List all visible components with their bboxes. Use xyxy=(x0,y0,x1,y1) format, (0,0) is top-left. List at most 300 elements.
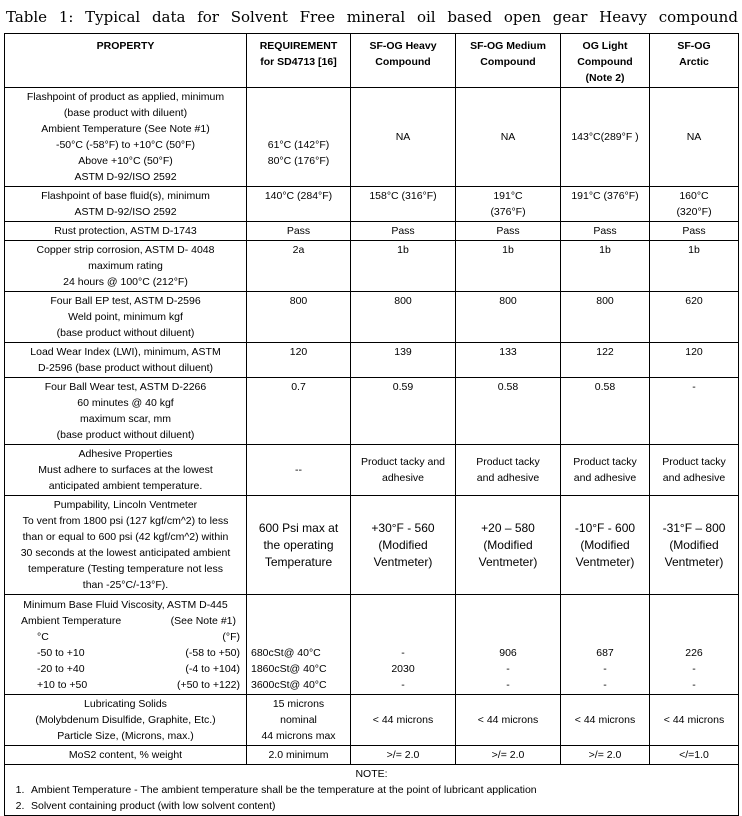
cell-line: Particle Size, (Microns, max.) xyxy=(57,730,194,742)
cell-line: 1860cSt@ 40°C xyxy=(251,662,327,675)
cell-line: - xyxy=(603,678,607,691)
title-word: Typical xyxy=(85,8,141,26)
value-cell xyxy=(650,746,739,765)
cell-line xyxy=(565,258,645,274)
value-cell xyxy=(456,88,561,187)
category-celsius: -20 to +40 xyxy=(37,662,85,675)
cell-line: Pass xyxy=(496,225,520,237)
category-fahrenheit: (°F) xyxy=(222,630,240,643)
cell-line: 800 xyxy=(394,295,412,307)
cell-line: 44 microns max xyxy=(261,730,336,742)
table-row xyxy=(5,187,739,222)
value-cell xyxy=(247,292,351,343)
value-cell xyxy=(247,595,351,695)
cell-line xyxy=(654,395,734,411)
cell-line: ASTM D-92/ISO 2592 xyxy=(74,171,177,183)
cell-line: >/= 2.0 xyxy=(386,749,420,761)
cell-line: Product tacky xyxy=(573,456,637,468)
cell-line: >/= 2.0 xyxy=(491,749,525,761)
cell-line xyxy=(565,613,645,629)
value-cell xyxy=(456,378,561,445)
cell-line: +30°F - 560 xyxy=(371,520,435,535)
value-cell xyxy=(561,292,650,343)
table-row xyxy=(5,496,739,595)
category-pair xyxy=(9,677,242,693)
cell-line: Pass xyxy=(286,225,311,237)
cell-line xyxy=(460,360,556,376)
cell-line: (Modified xyxy=(580,537,630,552)
cell-line xyxy=(654,629,734,645)
title-word: compound xyxy=(658,8,738,26)
value-cell xyxy=(351,695,456,746)
header-column xyxy=(247,34,351,88)
header-column xyxy=(456,34,561,88)
cell-line: 906 xyxy=(499,646,517,659)
value-cell xyxy=(247,343,351,378)
property-cell xyxy=(5,292,247,343)
cell-line: Compound xyxy=(480,56,536,68)
cell-line: 800 xyxy=(289,295,308,307)
category-celsius: +10 to +50 xyxy=(37,678,88,691)
cell-line xyxy=(251,309,346,325)
cell-line: 158°C (316°F) xyxy=(369,190,437,202)
cell-line: 61°C (142°F) xyxy=(267,139,330,151)
header-column xyxy=(561,34,650,88)
table-row xyxy=(5,695,739,746)
cell-line: 2.0 minimum xyxy=(268,749,329,761)
value-cell xyxy=(561,445,650,496)
cell-line xyxy=(654,427,734,443)
cell-line: < 44 microns xyxy=(372,714,434,726)
cell-line: SF-OG xyxy=(677,40,711,52)
cell-line xyxy=(251,258,346,274)
value-cell xyxy=(247,695,351,746)
value-cell xyxy=(650,343,739,378)
cell-line xyxy=(251,613,346,629)
title-word: mineral xyxy=(346,8,406,26)
cell-line: Pumpability, Lincoln Ventmeter xyxy=(53,499,198,511)
cell-line: 60 minutes @ 40 kgf xyxy=(77,397,174,409)
cell-line xyxy=(565,204,645,220)
cell-line: 3600cSt@ 40°C xyxy=(251,678,327,691)
cell-line: 620 xyxy=(685,295,703,307)
cell-line: (Modified xyxy=(483,537,533,552)
cell-line: the operating xyxy=(263,537,334,552)
cell-line: 120 xyxy=(289,346,308,358)
cell-line: Above +10°C (50°F) xyxy=(78,155,173,167)
cell-line xyxy=(355,613,451,629)
title-word: Solvent xyxy=(230,8,288,26)
title-word: Heavy xyxy=(599,8,647,26)
cell-line xyxy=(654,258,734,274)
note-text: Ambient Temperature - The ambient temperature shall be the temperature at the point of lubricant application xyxy=(31,784,537,796)
value-cell xyxy=(351,187,456,222)
table-row xyxy=(5,292,739,343)
cell-line: 191°C (376°F) xyxy=(571,190,639,202)
cell-line xyxy=(460,325,556,341)
cell-line: Rust protection, ASTM D-1743 xyxy=(54,225,197,237)
table-row xyxy=(5,222,739,241)
cell-line: SF-OG Heavy xyxy=(369,40,437,52)
category-fahrenheit: (+50 to +122) xyxy=(176,678,240,691)
cell-line: Adhesive Properties xyxy=(78,448,173,460)
cell-line xyxy=(460,629,556,645)
table-row xyxy=(5,241,739,292)
value-cell xyxy=(247,88,351,187)
cell-line: 191°C xyxy=(493,190,523,202)
value-cell xyxy=(456,746,561,765)
cell-line: Temperature xyxy=(264,554,333,569)
note-number: 2. xyxy=(15,800,25,812)
value-cell xyxy=(650,88,739,187)
value-cell xyxy=(351,343,456,378)
cell-line: and adhesive xyxy=(573,472,637,484)
cell-line xyxy=(355,395,451,411)
cell-line: temperature (Testing temperature not less xyxy=(28,563,223,575)
cell-line: </=1.0 xyxy=(679,749,709,761)
cell-line xyxy=(251,629,346,645)
cell-line: 1b xyxy=(688,244,700,256)
cell-line: 2030 xyxy=(391,662,415,675)
cell-line: 133 xyxy=(499,346,517,358)
title-word: based xyxy=(447,8,493,26)
property-cell xyxy=(5,241,247,292)
cell-line: < 44 microns xyxy=(574,714,636,726)
value-cell xyxy=(561,378,650,445)
cell-line xyxy=(355,204,451,220)
value-cell xyxy=(351,378,456,445)
cell-line xyxy=(251,427,346,443)
value-cell xyxy=(351,445,456,496)
cell-line: 140°C (284°F) xyxy=(264,190,333,202)
cell-line xyxy=(251,204,346,220)
cell-line xyxy=(251,360,346,376)
category-fahrenheit: (See Note #1) xyxy=(170,614,236,627)
cell-line: MoS2 content, % weight xyxy=(68,749,183,761)
cell-line xyxy=(460,274,556,290)
cell-line: (Note 2) xyxy=(585,72,625,84)
cell-line: 226 xyxy=(685,646,703,659)
cell-line xyxy=(251,121,346,137)
category-celsius: Ambient Temperature xyxy=(21,614,122,627)
value-cell xyxy=(351,241,456,292)
cell-line: - xyxy=(603,662,607,675)
value-cell xyxy=(247,222,351,241)
cell-line: 800 xyxy=(499,295,517,307)
table-row xyxy=(5,343,739,378)
cell-line xyxy=(654,411,734,427)
note-item xyxy=(9,782,734,798)
cell-line: - xyxy=(506,678,510,691)
value-cell xyxy=(247,746,351,765)
cell-line xyxy=(654,325,734,341)
header-column xyxy=(650,34,739,88)
cell-line: < 44 microns xyxy=(663,714,725,726)
cell-line: -10°F - 600 xyxy=(574,520,636,535)
cell-line: adhesive xyxy=(381,472,425,484)
value-cell xyxy=(351,496,456,595)
cell-line: - xyxy=(692,662,696,675)
value-cell xyxy=(456,445,561,496)
table-row xyxy=(5,746,739,765)
value-cell xyxy=(247,187,351,222)
table-title xyxy=(6,5,738,29)
value-cell xyxy=(456,241,561,292)
cell-line: Compound xyxy=(375,56,431,68)
cell-line xyxy=(460,427,556,443)
value-cell xyxy=(351,595,456,695)
cell-line: nominal xyxy=(280,714,317,726)
cell-line: - xyxy=(692,678,696,691)
cell-line: Ventmeter) xyxy=(664,554,724,569)
cell-line: Lubricating Solids xyxy=(84,698,167,710)
value-cell xyxy=(247,445,351,496)
cell-line: Four Ball Wear test, ASTM D-2266 xyxy=(44,381,207,393)
value-cell xyxy=(456,187,561,222)
value-cell xyxy=(561,222,650,241)
value-cell xyxy=(650,292,739,343)
cell-line xyxy=(251,89,346,105)
cell-line: and adhesive xyxy=(662,472,726,484)
cell-line: Weld point, minimum kgf xyxy=(68,311,183,323)
category-pair xyxy=(9,613,242,629)
note-text: Solvent containing product (with low solvent content) xyxy=(31,800,276,812)
property-cell xyxy=(5,222,247,241)
cell-line: than or equal to 600 psi (42 kgf/cm^2) within xyxy=(22,531,229,543)
table-row xyxy=(5,445,739,496)
cell-line xyxy=(565,629,645,645)
title-word: Table xyxy=(6,8,48,26)
cell-line: NA xyxy=(500,131,516,143)
cell-line xyxy=(654,613,734,629)
note-number: 1. xyxy=(15,784,25,796)
property-cell xyxy=(5,595,247,695)
property-cell xyxy=(5,88,247,187)
value-cell xyxy=(247,241,351,292)
cell-line: Ventmeter) xyxy=(478,554,538,569)
value-cell xyxy=(456,343,561,378)
cell-line: D-2596 (base product without diluent) xyxy=(37,362,214,374)
category-fahrenheit: (-58 to +50) xyxy=(185,646,240,659)
cell-line: 0.58 xyxy=(497,381,519,393)
cell-line: PROPERTY xyxy=(96,40,155,52)
value-cell xyxy=(561,746,650,765)
cell-line xyxy=(355,597,451,613)
cell-line xyxy=(251,395,346,411)
cell-line: -50°C (-58°F) to +10°C (50°F) xyxy=(55,139,196,151)
value-cell xyxy=(561,496,650,595)
cell-line: (376°F) xyxy=(490,206,526,218)
cell-line xyxy=(654,597,734,613)
value-cell xyxy=(351,88,456,187)
cell-line: ASTM D-92/ISO 2592 xyxy=(74,206,177,218)
cell-line: Compound xyxy=(577,56,633,68)
notes-heading: NOTE: xyxy=(355,768,388,780)
table-header-row xyxy=(5,34,739,88)
cell-line: NA xyxy=(686,131,702,143)
cell-line xyxy=(460,309,556,325)
cell-line: Minimum Base Fluid Viscosity, ASTM D-445 xyxy=(23,598,228,611)
cell-line: Pass xyxy=(593,225,617,237)
value-cell xyxy=(351,746,456,765)
cell-line: 2a xyxy=(292,244,305,256)
value-cell xyxy=(561,695,650,746)
title-word: 1: xyxy=(58,8,74,26)
cell-line: 1b xyxy=(502,244,514,256)
cell-line: (Molybdenum Disulfide, Graphite, Etc.) xyxy=(35,714,216,726)
cell-line: 800 xyxy=(596,295,614,307)
cell-line: (320°F) xyxy=(676,206,712,218)
cell-line: (base product with diluent) xyxy=(63,107,188,119)
category-fahrenheit: (-4 to +104) xyxy=(185,662,240,675)
value-cell xyxy=(650,222,739,241)
cell-line: 24 hours @ 100°C (212°F) xyxy=(63,276,188,288)
cell-line xyxy=(565,597,645,613)
cell-line xyxy=(355,274,451,290)
cell-line: 120 xyxy=(685,346,703,358)
cell-line: 30 seconds at the lowest anticipated ambient xyxy=(20,547,231,559)
value-cell xyxy=(650,187,739,222)
cell-line: 15 microns xyxy=(272,698,325,710)
value-cell xyxy=(456,222,561,241)
value-cell xyxy=(456,595,561,695)
cell-line: 0.7 xyxy=(291,381,306,393)
value-cell xyxy=(561,343,650,378)
cell-line xyxy=(565,360,645,376)
cell-line: To vent from 1800 psi (127 kgf/cm^2) to less xyxy=(22,515,229,527)
cell-line: for SD4713 [16] xyxy=(260,56,337,68)
value-cell xyxy=(650,496,739,595)
value-cell xyxy=(351,292,456,343)
value-cell xyxy=(650,241,739,292)
cell-line: and adhesive xyxy=(476,472,540,484)
cell-line: 0.59 xyxy=(392,381,414,393)
cell-line: 687 xyxy=(596,646,614,659)
cell-line: than -25°C/-13°F). xyxy=(82,579,169,591)
header-property xyxy=(5,34,247,88)
category-celsius: -50 to +10 xyxy=(37,646,85,659)
property-cell xyxy=(5,695,247,746)
title-word: data xyxy=(151,8,186,26)
value-cell xyxy=(456,496,561,595)
value-cell xyxy=(456,695,561,746)
cell-line xyxy=(355,411,451,427)
value-cell xyxy=(650,595,739,695)
table-row xyxy=(5,595,739,695)
value-cell xyxy=(561,241,650,292)
cell-line: < 44 microns xyxy=(477,714,539,726)
cell-line xyxy=(251,597,346,613)
cell-line: Copper strip corrosion, ASTM D- 4048 xyxy=(36,244,215,256)
title-word: gear xyxy=(552,8,588,26)
table-row xyxy=(5,88,739,187)
title-word: for xyxy=(197,8,219,26)
title-word: open xyxy=(503,8,542,26)
cell-line xyxy=(565,325,645,341)
cell-line: SF-OG Medium xyxy=(470,40,546,52)
cell-line: 80°C (176°F) xyxy=(267,155,330,167)
header-column xyxy=(351,34,456,88)
category-pair xyxy=(9,629,242,645)
cell-line: maximum scar, mm xyxy=(79,413,171,425)
cell-line: Pass xyxy=(391,225,415,237)
cell-line xyxy=(565,309,645,325)
property-cell xyxy=(5,378,247,445)
value-cell xyxy=(561,187,650,222)
category-celsius: °C xyxy=(37,630,49,643)
title-word: Free xyxy=(299,8,335,26)
cell-line: 122 xyxy=(596,346,614,358)
cell-line: (base product without diluent) xyxy=(56,327,195,339)
cell-line: Product tacky xyxy=(662,456,726,468)
cell-line: Flashpoint of base fluid(s), minimum xyxy=(41,190,210,202)
cell-line xyxy=(251,169,346,185)
cell-line xyxy=(565,395,645,411)
cell-line xyxy=(565,274,645,290)
cell-line xyxy=(654,309,734,325)
cell-line: 0.58 xyxy=(594,381,616,393)
category-pair xyxy=(9,661,242,677)
cell-line: 1b xyxy=(397,244,409,256)
category-pair xyxy=(9,645,242,661)
cell-line: - xyxy=(401,678,405,691)
cell-line xyxy=(355,360,451,376)
cell-line xyxy=(565,427,645,443)
cell-line: REQUIREMENT xyxy=(259,40,338,52)
cell-line xyxy=(654,360,734,376)
property-cell xyxy=(5,445,247,496)
cell-line xyxy=(565,411,645,427)
cell-line: -31°F – 800 xyxy=(662,520,726,535)
cell-line: Ambient Temperature (See Note #1) xyxy=(41,123,210,135)
value-cell xyxy=(247,378,351,445)
property-cell xyxy=(5,187,247,222)
cell-line xyxy=(460,411,556,427)
title-word: oil xyxy=(416,8,436,26)
table-row xyxy=(5,378,739,445)
cell-line: - xyxy=(692,381,696,393)
cell-line: Ventmeter) xyxy=(373,554,433,569)
value-cell xyxy=(650,378,739,445)
cell-line: Product tacky and xyxy=(360,456,446,468)
cell-line xyxy=(355,427,451,443)
property-cell xyxy=(5,746,247,765)
cell-line xyxy=(355,325,451,341)
cell-line xyxy=(355,309,451,325)
cell-line: >/= 2.0 xyxy=(588,749,622,761)
note-item xyxy=(9,798,734,814)
cell-line: +20 – 580 xyxy=(481,520,535,535)
value-cell xyxy=(456,292,561,343)
cell-line: - xyxy=(401,646,405,659)
cell-line: (base product without diluent) xyxy=(56,429,195,441)
cell-line xyxy=(251,411,346,427)
cell-line: 160°C xyxy=(679,190,709,202)
cell-line: OG Light xyxy=(582,40,628,52)
value-cell xyxy=(561,88,650,187)
cell-line: 600 Psi max at xyxy=(258,520,339,535)
typical-data-table xyxy=(4,33,739,816)
cell-line: (Modified xyxy=(669,537,719,552)
cell-line xyxy=(251,274,346,290)
cell-line: Arctic xyxy=(679,56,709,68)
cell-line: 139 xyxy=(394,346,412,358)
cell-line: 1b xyxy=(599,244,611,256)
cell-line: (Modified xyxy=(378,537,428,552)
notes-row xyxy=(5,765,739,816)
cell-line xyxy=(355,258,451,274)
value-cell xyxy=(351,222,456,241)
